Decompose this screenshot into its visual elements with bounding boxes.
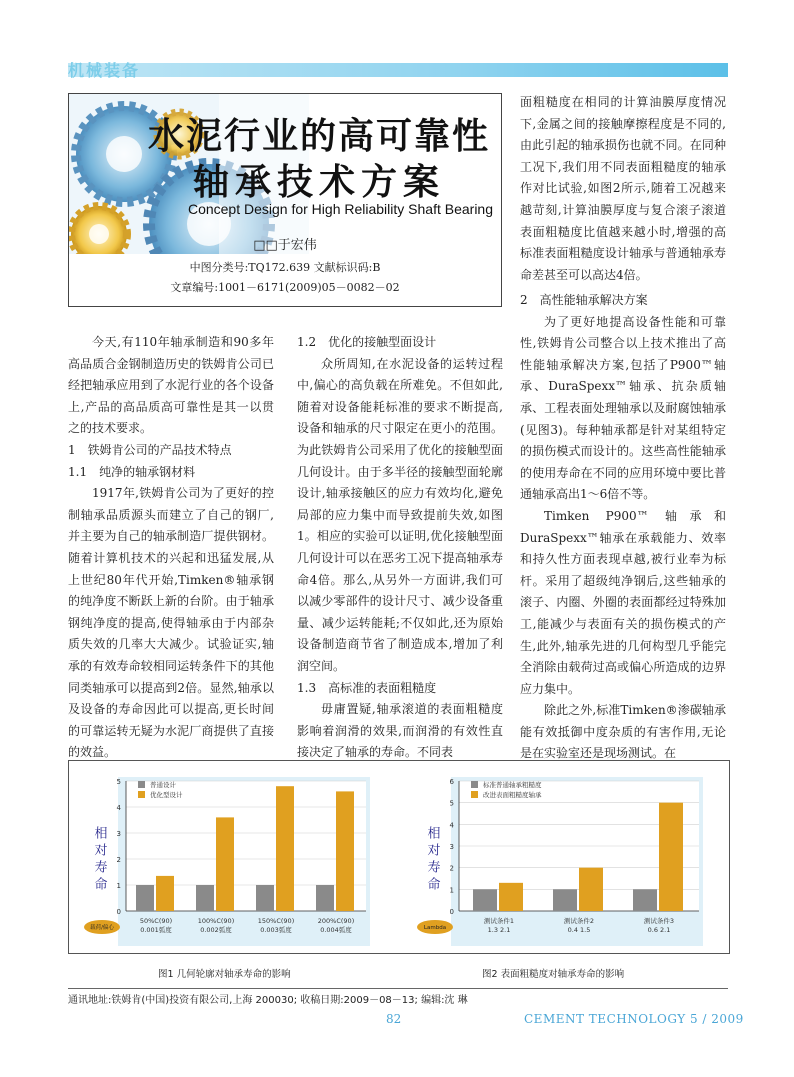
column-right-top <box>520 92 726 286</box>
figure-box <box>68 760 730 954</box>
corner-label: Lambda <box>423 925 447 931</box>
y-tick-label: 3 <box>116 830 121 838</box>
paragraph: 毋庸置疑,轴承滚道的表面粗糙度影响着润滑的效果,而润滑的有效性直接决定了轴承的寿命。不同表 <box>297 702 503 760</box>
journal-name: CEMENT TECHNOLOGY 5 / 2009 <box>524 1012 744 1026</box>
y-tick-label: 1 <box>449 886 454 895</box>
x-tick-label: 测试条件1 1.3 2.1 <box>483 917 515 934</box>
section-heading: 2 高性能轴承解决方案 <box>520 293 648 307</box>
paragraph: 面粗糙度在相同的计算油膜厚度情况下,金属之间的接触摩擦程度是不同的,由此引起的轴承损伤也就不同。在同种工况下,我们用不同表面粗糙度的轴承作对比试验,如图2所示,随着工况越来越苛刻,计算油膜厚度与复合滚子滚道表面粗糙度比值越来越小时,增强的高标准表面粗糙度设计轴承与普通轴承寿命差甚至可以高达4倍。 <box>520 95 726 282</box>
y-tick-label: 2 <box>449 864 454 873</box>
figure-1-caption: 图1 几何轮廓对轴承寿命的影响 <box>158 969 291 980</box>
y-tick-label: 4 <box>449 821 454 830</box>
y-tick-label: 5 <box>116 778 121 786</box>
corner-label: 载荷/偏心 <box>90 925 114 931</box>
section-label: 机械装备 <box>68 61 141 80</box>
x-tick-label: 150%C(90) 0.003弧度 <box>257 917 295 934</box>
y-tick-label: 4 <box>116 804 121 812</box>
legend-label: 改进表面粗糙度轴承 <box>483 791 542 799</box>
column-3 <box>520 290 726 765</box>
section-heading: 1 铁姆肯公司的产品技术特点 <box>68 442 232 457</box>
bar-baseline <box>256 885 274 911</box>
y-tick-label: 1 <box>116 882 121 890</box>
classification-line: 中图分类号:TQ172.639 文献标识码:B <box>189 261 381 274</box>
article-number-line: 文章编号:1001－6171(2009)05－0082－02 <box>170 281 400 294</box>
legend-label: 标准普通轴承粗糙度 <box>483 781 542 789</box>
y-tick-label: 6 <box>449 778 454 786</box>
title-line-1: 水泥行业的高可靠性 <box>147 116 490 157</box>
x-tick-label: 测试条件2 0.4 1.5 <box>563 917 595 934</box>
column-2 <box>297 332 503 764</box>
bar-improved <box>216 817 234 911</box>
y-tick-label: 0 <box>449 908 454 916</box>
y-tick-label: 5 <box>449 799 454 808</box>
author: □□于宏伟 <box>253 238 317 253</box>
section-heading: 1.1 纯净的轴承钢材料 <box>68 464 196 479</box>
title-box <box>68 93 502 307</box>
x-tick-label: 200%C(90) 0.004弧度 <box>317 917 355 934</box>
chart-geometry-profile <box>81 771 381 946</box>
bar-improved <box>499 883 523 911</box>
english-title: Concept Design for High Reliability Shaft Bearing <box>187 201 493 217</box>
bar-improved <box>336 791 354 911</box>
legend-label: 普通设计 <box>150 781 176 789</box>
figure-2-caption: 图2 表面粗糙度对轴承寿命的影响 <box>482 969 625 980</box>
paragraph: 今天,有110年轴承制造和90多年高品质合金钢制造历史的铁姆肯公司已经把轴承应用到了水泥行业的各个设备上,产品的高品质高可靠性是其一以贯之的技术要求。 <box>68 335 274 436</box>
legend-swatch <box>138 791 145 798</box>
legend-swatch <box>138 781 145 788</box>
paragraph: 1917年,铁姆肯公司为了更好的控制轴承品质源头而建立了自己的钢厂,并主要为自己的轴承制造厂提供钢材。随着计算机技术的兴起和迅猛发展,从上世纪80年代开始,Timken®轴承钢的纯净度不断跃上新的台阶。由于轴承钢纯净度的提高,使得轴承由于内部杂质失效的几率大大减少。试验证实,轴承的有效寿命较相同运转条件下的其他同类轴承可以提高到2倍。显然,轴承以及设备的寿命因此可以提高,更长时间的可靠运转无疑为水泥厂商提供了直接的效益。 <box>68 486 274 760</box>
section-heading: 1.3 高标准的表面粗糙度 <box>297 680 437 695</box>
footer-rule <box>68 988 728 989</box>
y-tick-label: 3 <box>449 843 454 851</box>
page-number: 82 <box>386 1012 402 1026</box>
legend-label: 优化型设计 <box>150 791 183 799</box>
bar-baseline <box>473 889 497 911</box>
legend-swatch <box>471 781 478 788</box>
y-tick-label: 0 <box>116 908 121 916</box>
bar-improved <box>156 876 174 911</box>
bar-baseline <box>553 889 577 911</box>
y-tick-label: 2 <box>116 856 121 864</box>
chart-surface-roughness <box>414 771 714 946</box>
bar-baseline <box>316 885 334 911</box>
x-tick-label: 测试条件3 0.6 2.1 <box>643 917 675 934</box>
x-tick-label: 100%C(90) 0.002弧度 <box>197 917 235 934</box>
bar-improved <box>276 786 294 911</box>
bar-baseline <box>196 885 214 911</box>
column-1 <box>68 332 274 764</box>
header-bar <box>68 63 728 77</box>
bar-improved <box>659 803 683 911</box>
x-tick-label: 50%C(90) 0.001弧度 <box>139 917 173 934</box>
footer-note: 通讯地址:铁姆肯(中国)投资有限公司,上海 200030; 收稿日期:2009－08－13; 编辑:沈 琳 <box>68 995 468 1006</box>
section-heading: 1.2 优化的接触型面设计 <box>297 335 437 349</box>
title-line-2: 轴承技术方案 <box>192 162 445 203</box>
bar-improved <box>579 868 603 911</box>
legend-swatch <box>471 791 478 798</box>
paragraph: 除此之外,标准Timken®渗碳轴承能有效抵御中度杂质的有害作用,无论是在实验室还是现场测试。在 <box>520 703 726 761</box>
bar-baseline <box>136 885 154 911</box>
y-axis-label: 相对寿命 <box>91 826 107 894</box>
bar-baseline <box>633 889 657 911</box>
y-axis-label: 相对寿命 <box>424 826 440 894</box>
paragraph: 众所周知,在水泥设备的运转过程中,偏心的高负载在所难免。不但如此,随着对设备能耗标准的要求不断提高,设备和轴承的尺寸限定在更小的范围。为此铁姆肯公司采用了优化的接触型面几何设计。由于多半径的接触型面轮廓设计,轴承接触区的应力有效均化,避免局部的应力集中而导致提前失效,如图1。相应的实验可以证明,优化接触型面几何设计可以在恶劣工况下提高轴承寿命4倍。那么,从另外一方面讲,我们可以减少零部件的设计尺寸、减少设备重量、减少运转能耗;不仅如此,还为原始设备制造商节省了制造成本,增加了利润空间。 <box>297 356 503 673</box>
paragraph: Timken P900™ 轴承和DuraSpexx™轴承在承载能力、效率和持久性方面表现卓越,被行业奉为标杆。采用了超级纯净钢后,这些轴承的滚子、内圈、外圈的表面都经过特殊加工,能减少与表面有关的损伤模式的产生,此外,轴承先进的几何构型几乎能完全消除由载荷过高或偏心所造成的边界应力集中。 <box>520 508 726 696</box>
paragraph: 为了更好地提高设备性能和可靠性,铁姆肯公司整合以上技术推出了高性能轴承解决方案,包括了P900™轴承、DuraSpexx™轴承、抗杂质轴承、工程表面处理轴承以及耐腐蚀轴承(见图3)。每种轴承都是针对某组特定的损伤模式而设计的。这些高性能轴承的使用寿命在不同的应用环境中要比普通轴承高出1～6倍不等。 <box>520 314 726 502</box>
